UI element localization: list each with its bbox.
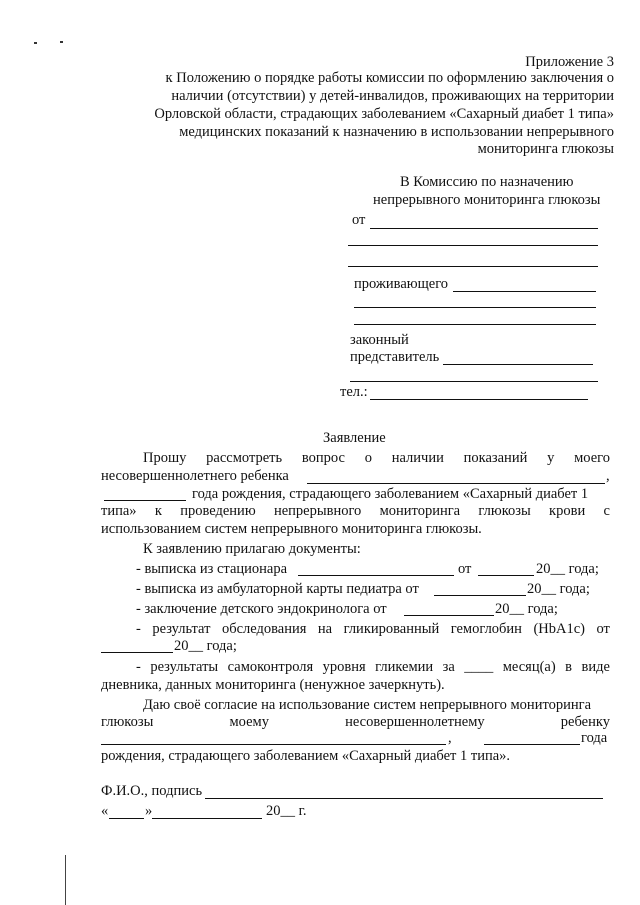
hospital-date-field[interactable] — [478, 575, 534, 576]
endocrinologist-date-field[interactable] — [404, 615, 494, 616]
date-close-quote: » — [145, 803, 153, 819]
appendix-line: наличии (отсутствии) у детей-инвалидов, проживающих на территории — [171, 88, 614, 104]
consent-line2: глюкозы моему несовершеннолетнему ребенку — [101, 714, 610, 730]
appendix-line: Орловской области, страдающих заболеванием «Сахарный диабет 1 типа» — [154, 106, 614, 122]
birth-year-field[interactable] — [104, 500, 186, 501]
date-year: 20__ г. — [266, 803, 307, 819]
from-field-line[interactable] — [348, 245, 598, 246]
residing-field-line[interactable] — [354, 307, 596, 308]
addressee-line: непрерывного мониторинга глюкозы — [373, 192, 601, 208]
attach-item-hba1c: - результат обследования на гликированный гемоглобин (HbA1c) от — [136, 621, 610, 637]
statement-para1-line4: типа» к проведению непрерывного мониторинга глюкозы крови с — [101, 503, 610, 519]
months-field[interactable]: ____ — [464, 659, 494, 675]
attach-intro: К заявлению прилагаю документы: — [143, 541, 361, 557]
scan-speck — [60, 41, 63, 43]
consent-line4: рождения, страдающего заболеванием «Сахарный диабет 1 типа». — [101, 748, 511, 764]
appendix-line: к Положению о порядке работы комиссии по оформлению заключения о — [165, 70, 614, 86]
pediatrician-date-field[interactable] — [434, 595, 526, 596]
from-field[interactable] — [370, 228, 598, 229]
legal-label: законный — [350, 332, 409, 348]
child-name-field[interactable] — [307, 483, 605, 484]
residing-field-line[interactable] — [354, 324, 596, 325]
statement-para1-line2: несовершеннолетнего ребенка — [101, 468, 289, 484]
attach-item-selfcontrol: - результаты самоконтроля уровня гликемии за ____ месяц(а) в виде — [136, 659, 610, 675]
statement-para1-line1: Прошу рассмотреть вопрос о наличии показаний у моего — [143, 450, 610, 466]
representative-label: представитель — [350, 349, 440, 365]
consent-birth-year-field[interactable] — [484, 744, 580, 745]
date-open-quote: « — [101, 803, 109, 819]
scan-speck — [34, 42, 37, 44]
hospital-field[interactable] — [298, 575, 454, 576]
from-label: от — [352, 212, 366, 228]
from-field-line[interactable] — [348, 266, 598, 267]
attach-item-hospital: - выписка из стационара — [136, 561, 288, 577]
margin-line — [65, 855, 66, 905]
date-month-field[interactable] — [152, 818, 262, 819]
representative-field[interactable] — [443, 364, 593, 365]
consent-child-name-field[interactable] — [101, 744, 446, 745]
statement-para1-line5: использованием систем непрерывного мониторинга глюкозы. — [101, 521, 482, 537]
phone-field[interactable] — [370, 399, 588, 400]
attach-item-endocrinologist: - заключение детского эндокринолога от — [136, 601, 387, 617]
date-day-field[interactable] — [109, 818, 144, 819]
fio-signature-label: Ф.И.О., подпись — [101, 783, 203, 799]
appendix-title: Приложение 3 — [525, 54, 614, 70]
attach-item-pediatrician: - выписка из амбулаторной карты педиатра от — [136, 581, 419, 597]
fio-signature-field[interactable] — [205, 798, 603, 799]
hba1c-date-field[interactable] — [101, 652, 173, 653]
consent-line1: Даю своё согласие на использование систем непрерывного мониторинга — [143, 697, 591, 713]
residing-field[interactable] — [453, 291, 596, 292]
statement-para1-line3: года рождения, страдающего заболеванием «Сахарный диабет 1 — [192, 486, 589, 502]
appendix-line: мониторинга глюкозы — [477, 141, 614, 157]
representative-field-line[interactable] — [350, 381, 598, 382]
appendix-line: медицинских показаний к назначению в использовании непрерывного — [179, 124, 614, 140]
addressee-line: В Комиссию по назначению — [400, 174, 574, 190]
statement-title: Заявление — [323, 430, 386, 446]
phone-label: тел.: — [340, 384, 368, 400]
residing-label: проживающего — [354, 276, 449, 292]
